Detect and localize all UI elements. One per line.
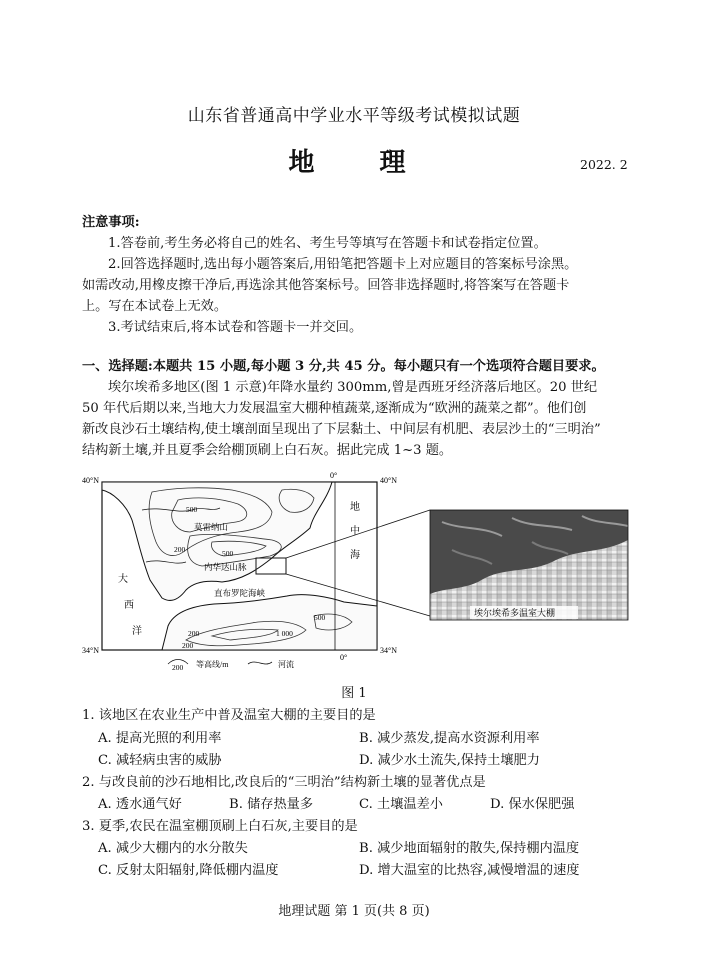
contour-label: 1 000: [276, 629, 293, 638]
subject-title: 地 理: [288, 148, 434, 178]
contour-label: 500: [314, 613, 326, 622]
option: C. 土壤温差小: [359, 797, 443, 812]
contour-label: 500: [186, 505, 198, 514]
section-heading: 一、选择题:本题共 15 小题,每小题 3 分,共 45 分。每小题只有一个选项符合题目要求。: [82, 359, 605, 374]
legend-river-label: 河流: [278, 660, 294, 669]
intro-line: 50 年代后期以来,当地大力发展温室大棚种植蔬菜,逐渐成为“欧洲的蔬菜之都”。他们创: [82, 401, 587, 416]
option: D. 保水保肥强: [490, 797, 575, 812]
intro-line: 埃尔埃希多地区(图 1 示意)年降水量约 300mm,曾是西班牙经济落后地区。20 世纪: [108, 380, 598, 395]
intro-line: 结构新土壤,并且夏季会给棚顶刷上白石灰。据此完成 1~3 题。: [82, 443, 453, 458]
ocean-label-char: 洋: [132, 626, 142, 637]
mountain-label: 内华达山脉: [204, 562, 247, 572]
ocean-label-char: 大: [118, 574, 128, 585]
option: A. 透水通气好: [98, 797, 182, 812]
page-footer: 地理试题 第 1 页(共 8 页): [278, 904, 430, 919]
contour-label: 200: [182, 641, 194, 650]
option: C. 减轻病虫害的威胁: [98, 753, 222, 768]
option: A. 提高光照的利用率: [98, 731, 222, 746]
notice-item: 1.答卷前,考生务必将自己的姓名、考生号等填写在答题卡和试卷指定位置。: [108, 236, 547, 251]
question-stem: 3. 夏季,农民在温室棚顶刷上白石灰,主要目的是: [82, 819, 358, 834]
contour-label: 200: [174, 545, 186, 554]
greenhouse-photo: [430, 510, 628, 620]
lat-label: 34°N: [82, 646, 99, 655]
strait-label: 直布罗陀海峡: [214, 588, 266, 598]
option: B. 减少地面辐射的散失,保持棚内温度: [359, 841, 580, 856]
figure-1: [82, 470, 630, 670]
contour-label: 500: [222, 549, 234, 558]
contour-label: 200: [188, 629, 200, 638]
legend-contour-value: 200: [172, 663, 184, 670]
lat-label: 40°N: [380, 476, 397, 485]
option: C. 反射太阳辐射,降低棚内温度: [98, 863, 279, 878]
sea-label-char: 中: [350, 526, 360, 537]
exam-title: 山东省普通高中学业水平等级考试模拟试题: [187, 106, 521, 126]
legend-contour-label: 等高线/m: [196, 660, 229, 669]
lat-label: 40°N: [82, 476, 99, 485]
option: B. 储存热量多: [229, 797, 314, 812]
notice-item: 如需改动,用橡皮擦干净后,再选涂其他答案标号。回答非选择题时,将答案写在答题卡: [82, 278, 570, 293]
sea-label-char: 海: [350, 550, 360, 561]
lon-label: 0°: [340, 653, 348, 662]
ocean-label-char: 西: [124, 600, 134, 611]
photo-caption: 埃尔埃希多温室大棚: [474, 608, 556, 618]
option: D. 减少水土流失,保持土壤肥力: [359, 753, 540, 768]
exam-date: 2022. 2: [580, 157, 628, 172]
notice-item: 上。写在本试卷上无效。: [82, 299, 228, 314]
mountain-label: 莫雷纳山: [194, 522, 229, 532]
notice-item: 2.回答选择题时,选出每小题答案后,用铅笔把答题卡上对应题目的答案标号涂黑。: [108, 257, 578, 272]
option: D. 增大温室的比热容,减慢增温的速度: [359, 863, 580, 878]
option: B. 减少蒸发,提高水资源利用率: [359, 731, 540, 746]
question-stem: 2. 与改良前的沙石地相比,改良后的“三明治”结构新土壤的显著优点是: [82, 775, 486, 790]
notice-item: 3.考试结束后,将本试卷和答题卡一并交回。: [108, 320, 363, 335]
figure-caption: 图 1: [341, 686, 367, 701]
question-stem: 1. 该地区在农业生产中普及温室大棚的主要目的是: [82, 708, 376, 723]
lat-label: 34°N: [380, 646, 397, 655]
sea-label-char: 地: [350, 502, 360, 513]
option: A. 减少大棚内的水分散失: [98, 841, 248, 856]
notice-heading: 注意事项:: [82, 215, 140, 230]
map-legend: [168, 659, 294, 670]
intro-line: 新改良沙石土壤结构,使土壤剖面呈现出了下层黏土、中间层有机肥、表层沙土的“三明治”: [82, 422, 601, 437]
lon-label: 0°: [330, 471, 338, 480]
